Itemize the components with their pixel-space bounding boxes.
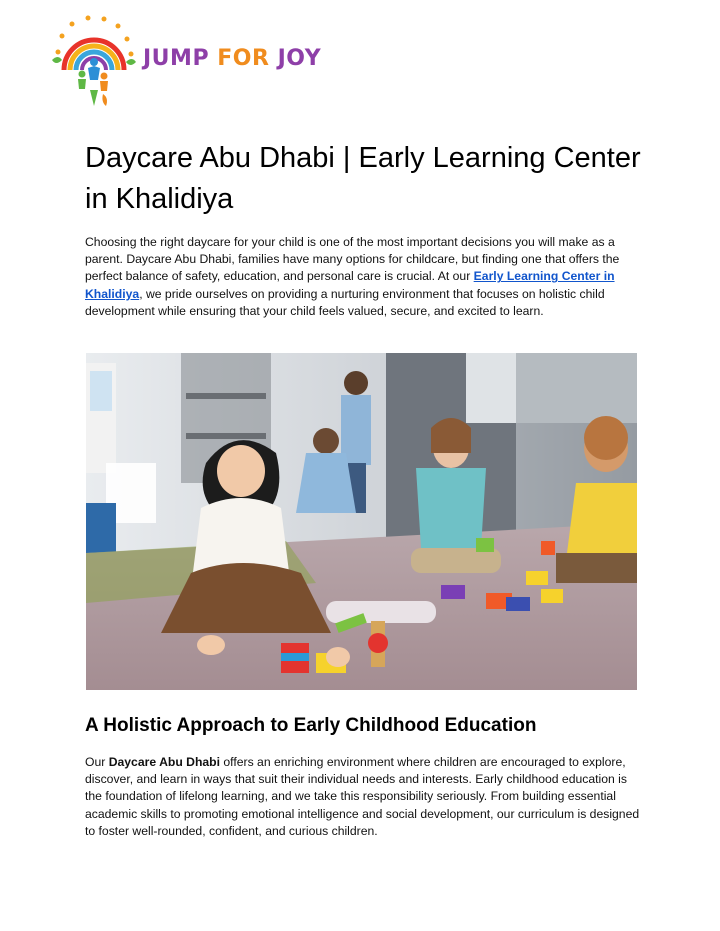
intro-text-start: Choosing the right daycare for your child is one of the most important decisions you will make as a parent. Daycare Abu Dhabi, families have many options for childcare, but finding one that offers the perfect balance of safety, education, and personal care is crucial. At our — [85, 235, 620, 284]
brand-word-joy: JOY — [277, 46, 322, 71]
intro-text-end: , we pride ourselves on providing a nurturing environment that focuses on holistic child development while ensuring that your child feels valued, secure, and excited to learn. — [85, 286, 605, 318]
brand-word-for: FOR — [217, 46, 270, 71]
early-learning-center-link[interactable]: Early Learning Center in Khalidiya — [85, 269, 615, 301]
children-playing-image — [86, 353, 637, 690]
section-text-start: Our — [85, 755, 109, 769]
section-heading: A Holistic Approach to Early Childhood Education — [85, 715, 537, 736]
section-paragraph — [85, 754, 645, 840]
classroom-photo — [86, 353, 637, 690]
section-bold-term: Daycare Abu Dhabi — [108, 755, 221, 769]
section-text-end: offers an enriching environment where children are encouraged to explore, discover, and learn in ways that suit their individual needs and interests. Early childhood education is the foundation of lifelong learning, and we take this responsibility seriously. From building essential academic skills to promoting emotional intelligence and social development, our curriculum is designed to foster well-rounded, confident, and curious children. — [85, 755, 640, 838]
intro-paragraph — [85, 234, 645, 320]
brand-logo[interactable] — [48, 12, 322, 108]
brand-word-jump: JUMP — [143, 46, 210, 71]
page-title: Daycare Abu Dhabi | Early Learning Center in Khalidiya — [85, 142, 641, 215]
brand-wordmark — [143, 46, 321, 71]
rainbow-kids-logo-icon — [48, 12, 138, 108]
